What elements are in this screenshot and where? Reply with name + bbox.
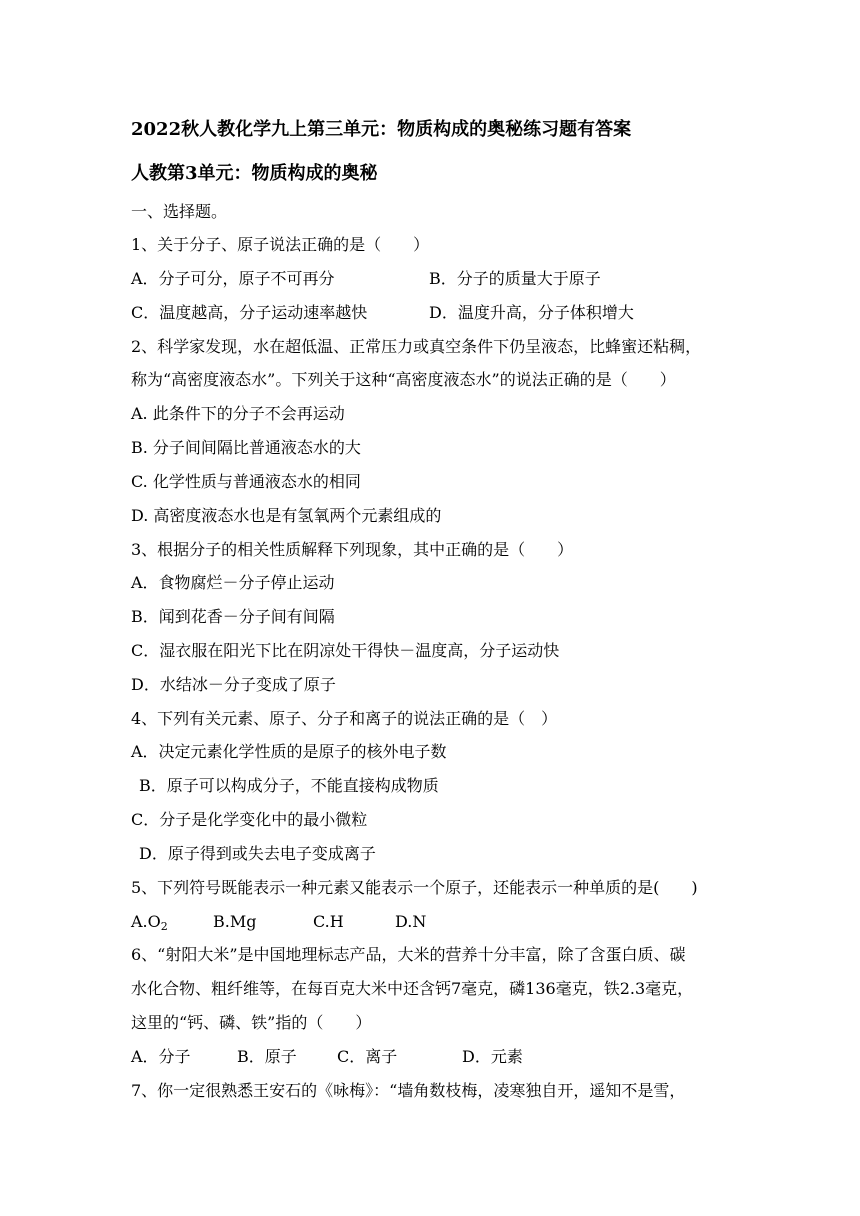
question-5-option-a bbox=[131, 912, 213, 937]
formula-o2-main: A.O bbox=[131, 912, 161, 931]
question-1-option-d: D．温度升高，分子体积增大 bbox=[429, 303, 634, 322]
question-1-option-c: C．温度越高，分子运动速率越快 bbox=[131, 303, 368, 322]
question-6-options bbox=[131, 1047, 523, 1067]
document-title: 2022秋人教化学九上第三单元：物质构成的奥秘练习题有答案 bbox=[131, 119, 632, 140]
question-6-option-c: C．离子 bbox=[337, 1047, 398, 1066]
question-1-option-a: A．分子可分，原子不可再分 bbox=[131, 269, 335, 288]
question-2-option-c: C. 化学性质与普通液态水的相同 bbox=[131, 472, 361, 491]
question-1-option-b: B．分子的质量大于原子 bbox=[429, 269, 601, 288]
unit-title: 人教第3单元：物质构成的奥秘 bbox=[131, 163, 378, 184]
formula-o2-subscript: 2 bbox=[160, 920, 168, 933]
question-4-option-b: B．原子可以构成分子，不能直接构成物质 bbox=[139, 776, 439, 795]
question-3-option-b: B．闻到花香－分子间有间隔 bbox=[131, 607, 335, 626]
question-1-options-row-1 bbox=[131, 269, 601, 289]
question-3-option-d: D．水结冰－分子变成了原子 bbox=[131, 675, 336, 694]
question-2-stem-line-1: 2、科学家发现，水在超低温、正常压力或真空条件下仍呈液态，比蜂蜜还粘稠， bbox=[131, 337, 702, 356]
question-2-stem-line-2: 称为“高密度液态水”。下列关于这种“高密度液态水”的说法正确的是（ ） bbox=[131, 370, 676, 389]
question-5-option-d: D.N bbox=[395, 912, 427, 931]
question-6-stem-line-3: 这里的“钙、磷、铁”指的（ ） bbox=[131, 1013, 372, 1032]
question-6-option-d: D．元素 bbox=[462, 1047, 523, 1066]
question-2-option-a: A. 此条件下的分子不会再运动 bbox=[131, 404, 345, 423]
question-5-options bbox=[131, 912, 426, 937]
question-2-option-b: B. 分子间间隔比普通液态水的大 bbox=[131, 438, 361, 457]
question-3-stem: 3、根据分子的相关性质解释下列现象，其中正确的是（ ） bbox=[131, 540, 574, 559]
question-6-stem-line-1: 6、“射阳大米”是中国地理标志产品，大米的营养十分丰富，除了含蛋白质、碳 bbox=[131, 945, 686, 964]
question-4-option-c: C．分子是化学变化中的最小微粒 bbox=[131, 810, 368, 829]
question-4-stem: 4、下列有关元素、原子、分子和离子的说法正确的是（ ） bbox=[131, 709, 558, 728]
question-7-stem-line-1: 7、你一定很熟悉王安石的《咏梅》：“墙角数枝梅，凌寒独自开，遥知不是雪， bbox=[131, 1081, 686, 1100]
question-3-option-a: A．食物腐烂－分子停止运动 bbox=[131, 573, 335, 592]
question-4-option-d: D．原子得到或失去电子变成离子 bbox=[139, 844, 376, 863]
section-heading: 一、选择题。 bbox=[131, 202, 228, 221]
question-1-options-row-2 bbox=[131, 303, 634, 323]
question-6-option-a: A．分子 bbox=[131, 1047, 191, 1066]
question-6-option-b: B．原子 bbox=[237, 1047, 297, 1066]
question-5-option-b: B.Mg bbox=[213, 912, 257, 931]
question-5-option-c: C.H bbox=[313, 912, 344, 931]
question-5-stem: 5、下列符号既能表示一种元素又能表示一个原子，还能表示一种单质的是( ) bbox=[131, 878, 698, 897]
question-1-stem: 1、关于分子、原子说法正确的是（ ） bbox=[131, 235, 430, 254]
question-4-option-a: A．决定元素化学性质的是原子的核外电子数 bbox=[131, 742, 447, 761]
question-2-option-d: D. 高密度液态水也是有氢氧两个元素组成的 bbox=[131, 506, 442, 525]
question-6-stem-line-2: 水化合物、粗纤维等，在每百克大米中还含钙7毫克，磷136毫克，铁2.3毫克， bbox=[131, 979, 694, 998]
question-3-option-c: C．湿衣服在阳光下比在阴凉处干得快－温度高，分子运动快 bbox=[131, 641, 560, 660]
